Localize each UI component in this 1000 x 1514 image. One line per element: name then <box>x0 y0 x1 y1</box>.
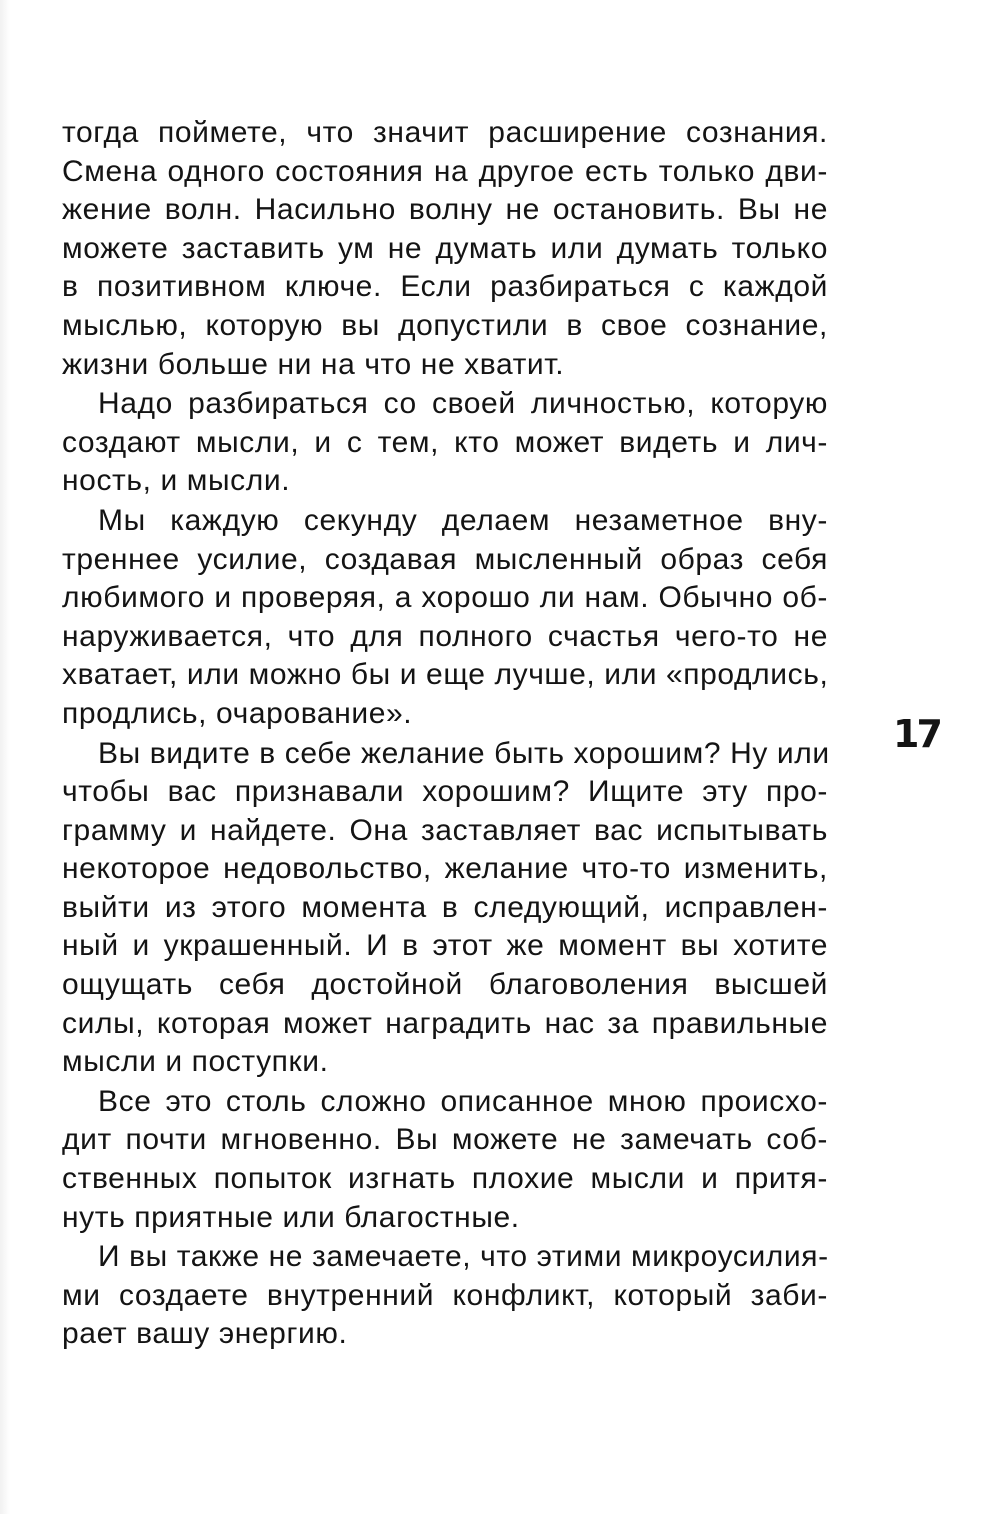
text-line: Смена одного состояния на другое есть только дви- <box>62 154 828 188</box>
text-line: любимого и проверяя, а хорошо ли нам. Обычно об- <box>62 581 828 615</box>
text-line: ми создаете внутренний конфликт, который заби- <box>62 1278 828 1312</box>
text-line: мысли и поступки. <box>62 1045 329 1079</box>
text-line: в позитивном ключе. Если разбираться с каждой <box>62 270 828 304</box>
text-line: некоторое недовольство, желание что-то изменить, <box>62 852 828 886</box>
paragraph <box>62 385 828 501</box>
text-line: продлись, очарование». <box>62 696 413 730</box>
text-line: ность, и мысли. <box>62 464 291 498</box>
page-edge-shadow <box>0 0 10 1514</box>
paragraph <box>62 1238 828 1354</box>
text-line: жизни больше ни на что не хватит. <box>62 347 565 381</box>
text-line: Все это столь сложно описанное мною происхо- <box>98 1084 828 1118</box>
text-line: наруживается, что для полного счастья чего-то не <box>62 619 828 653</box>
text-line: треннее усилие, создавая мысленный образ себя <box>62 542 828 576</box>
text-line: силы, которая может наградить нас за правильные <box>62 1006 828 1040</box>
text-line: И вы также не замечаете, что этими микроусилия- <box>98 1240 829 1274</box>
paragraph <box>62 1083 828 1237</box>
text-line: ощущать себя достойной благоволения высшей <box>62 968 828 1002</box>
text-line: дит почти мгновенно. Вы можете не замечать соб- <box>62 1123 828 1157</box>
text-line: Мы каждую секунду делаем незаметное вну- <box>98 503 828 537</box>
text-line: Надо разбираться со своей личностью, которую <box>98 387 828 421</box>
text-line: выйти из этого момента в следующий, исправлен- <box>62 890 828 924</box>
text-line: ный и украшенный. И в этот же момент вы хотите <box>62 929 828 963</box>
text-line: можете заставить ум не думать или думать только <box>62 231 828 265</box>
text-line: ственных попыток изгнать плохие мысли и притя- <box>62 1162 828 1196</box>
text-line: создают мысли, и с тем, кто может видеть и лич- <box>62 425 828 459</box>
body-text <box>62 114 828 1354</box>
paragraph <box>62 735 828 1082</box>
paragraph <box>62 502 828 734</box>
text-line: тогда поймете, что значит расширение сознания. <box>62 116 828 149</box>
text-line: грамму и найдете. Она заставляет вас испытывать <box>62 813 828 847</box>
text-line: мыслью, которую вы допустили в свое сознание, <box>62 308 828 342</box>
text-line: хватает, или можно бы и еще лучше, или «продлись, <box>62 658 829 692</box>
text-line: жение волн. Насильно волну не остановить. Вы не <box>62 193 828 227</box>
paragraph <box>62 114 828 384</box>
text-line: нуть приятные или благостные. <box>62 1200 520 1234</box>
text-line: Вы видите в себе желание быть хорошим? Ну или <box>98 736 830 770</box>
text-line: рает вашу энергию. <box>62 1317 348 1351</box>
text-line: чтобы вас признавали хорошим? Ищите эту про- <box>62 775 828 809</box>
page-number: 17 <box>893 712 940 756</box>
